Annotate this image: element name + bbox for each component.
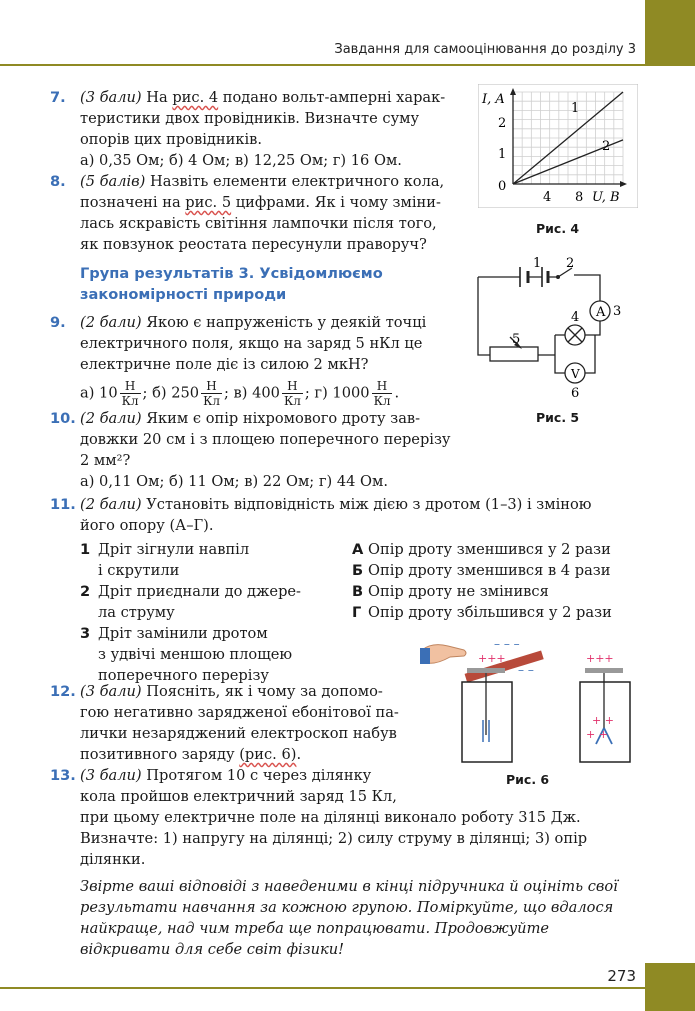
task-8-points: (5 балів) <box>80 173 146 190</box>
y-axis-label: I, A <box>482 92 505 107</box>
task-12-line3: лички незаряджений електроскоп набув <box>80 725 397 742</box>
task-13-points: (3 бали) <box>80 767 142 784</box>
label-1: 1 <box>533 256 542 271</box>
task-11-changes <box>352 539 642 623</box>
action-2-line1: Дріт приєднали до джере- <box>98 583 301 600</box>
charges-minus: – – – <box>494 640 520 651</box>
x-axis-label: U, B <box>592 190 620 205</box>
task-7-pre: На <box>146 89 168 106</box>
task-11-line1: Установіть відповідність між дією з дротом (1–3) і зміною <box>146 496 592 513</box>
unit-fraction <box>120 379 141 408</box>
unit-denominator: Кл <box>203 394 220 408</box>
task-11-points: (2 бали) <box>80 496 142 513</box>
change-g-text: Опір дроту збільшився у 2 рази <box>368 604 612 621</box>
charges-plus: +++ <box>478 652 506 665</box>
section-title: Завдання для самооцінювання до розділу 3 <box>334 42 636 57</box>
label-3: 3 <box>613 304 622 319</box>
task-8-number: 8. <box>50 173 66 190</box>
line-label-1: 1 <box>571 101 580 116</box>
action-2-number: 2 <box>80 583 91 600</box>
task-12-number: 12. <box>50 683 76 700</box>
task-9-number: 9. <box>50 314 66 331</box>
task-13-line3: при цьому електричне поле на ділянці виконало роботу 315 Дж. <box>80 809 581 826</box>
top-bar <box>0 0 631 34</box>
unit-fraction <box>201 379 222 408</box>
task-10-line3: 2 мм²? <box>80 452 131 469</box>
action-2 <box>80 581 345 623</box>
task-7-line2: теристики двох провідників. Визначте суму <box>80 110 420 127</box>
charges-minus-2: – – <box>518 663 534 677</box>
unit-numerator: Н <box>201 379 222 394</box>
task-13-line4: Визначте: 1) напругу на ділянці; 2) силу струму в ділянці; 3) опір <box>80 830 588 847</box>
sleeve-icon <box>420 648 430 664</box>
task-8-line4: як повзунок реостата пересунули праворуч? <box>80 236 427 253</box>
task-7-number: 7. <box>50 89 66 106</box>
task-7-line3: опорів цих провідників. <box>80 131 262 148</box>
voltmeter-symbol: V <box>571 367 580 381</box>
change-b-text: Опір дроту зменшився в 4 рази <box>368 562 611 579</box>
charges-plus-3: + + <box>592 714 614 727</box>
action-1 <box>80 539 345 581</box>
task-9-end: . <box>394 384 400 402</box>
footer-rule <box>0 987 645 989</box>
change-a-letter: А <box>352 541 364 558</box>
figure-6-caption: Рис. 6 <box>506 772 550 787</box>
electroscope-1-cap <box>467 668 505 673</box>
task-13-line5: ділянки. <box>80 851 146 868</box>
task-7-text: подано вольт-амперні харак- <box>222 89 446 106</box>
change-g-letter: Г <box>352 604 362 621</box>
x-tick-8: 8 <box>575 190 584 205</box>
line-label-2: 2 <box>602 139 611 154</box>
task-9-answers <box>80 379 470 408</box>
unit-denominator: Кл <box>373 394 391 408</box>
change-b <box>352 560 642 581</box>
unit-numerator: Н <box>372 379 393 394</box>
action-3-line2: з удвічі меншою площею <box>98 646 293 663</box>
x-tick-4: 4 <box>543 190 552 205</box>
task-13-line1: Протягом 10 с через ділянку <box>146 767 372 784</box>
action-1-line2: і скрутили <box>98 562 180 579</box>
task-8-line3: лась яскравість світіння лампочки після того, <box>80 215 437 232</box>
task-9-answer-c: ; в) 400 <box>223 384 280 402</box>
action-3 <box>80 623 345 686</box>
change-v-letter: В <box>352 583 364 600</box>
figure-5-caption: Рис. 5 <box>536 410 580 425</box>
task-7 <box>80 87 460 171</box>
task-8-pre: позначені на <box>80 194 181 211</box>
unit-numerator: Н <box>120 379 141 394</box>
change-v-text: Опір дроту не змінився <box>368 583 549 600</box>
task-9-line2: електричного поля, якщо на заряд 5 нКл це <box>80 335 423 352</box>
label-4: 4 <box>571 310 580 325</box>
task-9-answer-b: ; б) 250 <box>142 384 200 402</box>
electroscope-1-jar <box>462 682 512 762</box>
figure-4-graph <box>478 84 638 208</box>
unit-denominator: Кл <box>121 394 139 408</box>
task-13-number: 13. <box>50 767 76 784</box>
task-10 <box>80 408 470 492</box>
label-2: 2 <box>566 256 575 271</box>
page-number: 273 <box>607 967 636 985</box>
unit-fraction <box>282 379 303 408</box>
change-b-letter: Б <box>352 562 364 579</box>
task-11 <box>80 494 640 536</box>
change-v <box>352 581 642 602</box>
task-12-figure-link[interactable]: (рис. 6) <box>239 746 297 763</box>
task-10-line1: Яким є опір ніхромового дроту зав- <box>146 410 421 427</box>
task-8-post: цифрами. Як і чому зміни- <box>235 194 441 211</box>
closing-note: Звірте ваші відповіді з наведеними в кінці підручника й оцініть свої результати навчання за кожною групою. Поміркуйте, що вдалося найкраще, над чим треба ще попрацювати. Продовжуйте відкривати для себе світ фізики! <box>80 878 618 958</box>
task-10-points: (2 бали) <box>80 410 142 427</box>
task-8 <box>80 171 460 255</box>
action-3-line1: Дріт замінили дротом <box>98 625 268 642</box>
figure-4-caption: Рис. 4 <box>536 221 580 236</box>
task-9 <box>80 312 470 408</box>
task-12 <box>80 681 410 765</box>
charges-plus-2: +++ <box>586 652 614 665</box>
y-tick-2: 2 <box>498 116 507 131</box>
task-9-answer-a: а) 10 <box>80 384 118 402</box>
figure-5-circuit <box>470 255 640 400</box>
task-9-answer-d: ; г) 1000 <box>304 384 370 402</box>
header-rule <box>0 64 645 66</box>
task-12-points: (3 бали) <box>80 683 142 700</box>
header-tab <box>645 0 695 66</box>
label-5: 5 <box>512 332 521 347</box>
ammeter-symbol: A <box>596 305 606 320</box>
task-11-actions <box>80 539 345 686</box>
figure-6-electroscope <box>420 640 638 765</box>
task-7-points: (3 бали) <box>80 89 142 106</box>
task-10-number: 10. <box>50 410 76 427</box>
rheostat <box>490 347 538 361</box>
unit-fraction <box>372 379 393 408</box>
charges-plus-4: + + <box>586 728 608 741</box>
switch-contact <box>556 275 560 279</box>
action-1-number: 1 <box>80 541 91 558</box>
unit-denominator: Кл <box>283 394 301 408</box>
task-13-line2: кола пройшов електричний заряд 15 Кл, <box>80 788 397 805</box>
task-10-line2: довжки 20 см і з площею поперечного перерізу <box>80 431 451 448</box>
task-7-figure-link[interactable]: рис. 4 <box>172 89 219 106</box>
task-11-number: 11. <box>50 496 76 513</box>
task-9-line1: Якою є напруженість у деякій точці <box>146 314 427 331</box>
change-a-text: Опір дроту зменшився у 2 рази <box>368 541 611 558</box>
electroscope-2-cap <box>585 668 623 673</box>
footer-tab <box>645 963 695 1011</box>
action-3-line3: поперечного перерізу <box>98 667 269 684</box>
results-group-heading: Група результатів 3. Усвідомлюємо закономірності природи <box>80 265 383 303</box>
task-8-figure-link[interactable]: рис. 5 <box>185 194 232 211</box>
y-tick-1: 1 <box>498 147 507 162</box>
task-12-end: . <box>296 746 302 763</box>
task-8-line1: Назвіть елементи електричного кола, <box>150 173 445 190</box>
task-11-line2: його опору (А–Г). <box>80 517 214 534</box>
label-6: 6 <box>571 386 580 400</box>
task-13 <box>80 765 640 870</box>
unit-numerator: Н <box>282 379 303 394</box>
change-g <box>352 602 642 623</box>
task-12-line2: гою негативно зарядженої ебонітової па- <box>80 704 399 721</box>
task-9-line3: електричне поле діє із силою 2 мкН? <box>80 356 369 373</box>
y-tick-0: 0 <box>498 179 507 194</box>
task-10-answers: а) 0,11 Ом; б) 11 Ом; в) 22 Ом; г) 44 Ом. <box>80 473 389 490</box>
change-a <box>352 539 642 560</box>
task-9-points: (2 бали) <box>80 314 142 331</box>
action-3-number: 3 <box>80 625 91 642</box>
action-2-line2: ла струму <box>98 604 175 621</box>
task-7-answers: а) 0,35 Ом; б) 4 Ом; в) 12,25 Ом; г) 16 Ом. <box>80 152 402 169</box>
task-12-line1: Поясніть, як і чому за допомо- <box>146 683 383 700</box>
action-1-line1: Дріт зігнули навпіл <box>98 541 250 558</box>
task-12-pre: позитивного заряду <box>80 746 235 763</box>
